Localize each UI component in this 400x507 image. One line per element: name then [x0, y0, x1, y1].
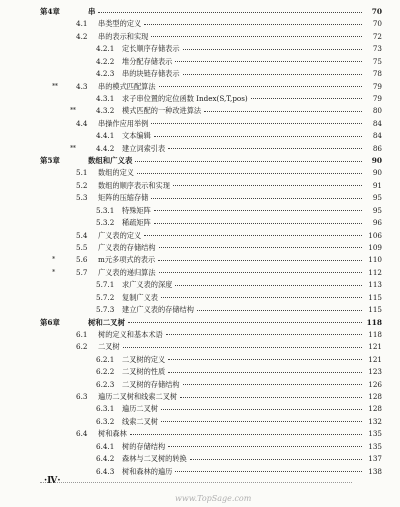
toc-number: 6.4.1: [96, 441, 115, 451]
toc-subsection: [0, 55, 400, 68]
toc-leader-dots: [175, 471, 362, 472]
toc-page-number: 121: [368, 354, 382, 364]
toc-page-number: 128: [368, 404, 382, 414]
toc-section: [0, 17, 400, 30]
toc-title: 矩阵的压缩存储: [98, 193, 149, 203]
toc-subsection: [0, 278, 400, 291]
toc-number: 5.1: [76, 168, 88, 178]
toc-number: 5.7.2: [96, 292, 115, 302]
toc-leader-dots: [161, 421, 362, 422]
toc-leader-dots: [135, 161, 362, 162]
toc-title: 广义表的递归算法: [98, 267, 156, 277]
toc-page-number: 128: [368, 392, 382, 402]
toc-subsection: [0, 365, 400, 378]
toc-page-number: 115: [368, 292, 382, 302]
toc-page-number: 70: [372, 19, 382, 29]
toc-number: 4.2: [76, 31, 88, 41]
toc-title: 稀疏矩阵: [122, 218, 151, 228]
toc-leader-dots: [180, 397, 362, 398]
toc-page-number: 135: [368, 429, 382, 439]
toc-subsection: [0, 92, 400, 105]
toc-page-number: 96: [372, 218, 382, 228]
toc-leader-dots: [183, 49, 362, 50]
page-number-roman: ·Ⅳ·: [44, 476, 61, 486]
toc-subsection: [0, 378, 400, 391]
toc-leader-dots: [175, 61, 362, 62]
toc-leader-dots: [175, 285, 362, 286]
toc-subsection: [0, 440, 400, 453]
toc-leader-dots: [168, 148, 362, 149]
toc-number: 5.3.1: [96, 205, 115, 215]
toc-leader-dots: [128, 322, 362, 323]
toc-leader-dots: [137, 173, 362, 174]
toc-leader-dots: [168, 446, 362, 447]
toc-title: 建立广义表的存储结构: [122, 305, 194, 315]
toc-subsection: [0, 42, 400, 55]
toc-title: 堆分配存储表示: [122, 56, 173, 66]
toc-title: 广义表的定义: [98, 230, 142, 240]
toc-subsection: [0, 303, 400, 316]
toc-title: 树的存储结构: [122, 441, 166, 451]
toc-star-marker: *: [52, 267, 55, 276]
toc-subsection: [0, 204, 400, 217]
toc-number: 5.5: [76, 242, 88, 252]
toc-page-number: 72: [372, 31, 382, 41]
toc-title: 串的模式匹配算法: [98, 81, 156, 91]
toc-title: 文本编辑: [122, 131, 151, 141]
toc-number: 4.2.1: [96, 44, 115, 54]
toc-number: 4.1: [76, 19, 88, 29]
toc-page-number: 138: [368, 466, 382, 476]
toc-page-number: 70: [371, 7, 382, 16]
toc-title: 串: [88, 7, 96, 16]
toc-page-number: 91: [372, 180, 382, 190]
toc-title: 求子串位置的定位函数 Index(S,T,pos): [122, 93, 248, 103]
toc-section: [0, 80, 400, 93]
toc-title: 定长顺序存储表示: [122, 44, 180, 54]
toc-number: 5.2: [76, 180, 88, 190]
toc-subsection: [0, 353, 400, 366]
toc-section: [0, 340, 400, 353]
toc-leader-dots: [123, 347, 362, 348]
toc-number: 第6章: [40, 317, 60, 327]
toc-star-marker: *: [52, 255, 55, 264]
toc-chapter: [0, 154, 400, 167]
toc-number: 5.3.2: [96, 218, 115, 228]
toc-title: 模式匹配的一种改进算法: [122, 106, 202, 116]
toc-subsection: [0, 291, 400, 304]
toc-title: 串操作应用举例: [98, 118, 149, 128]
toc-page-number: 123: [368, 367, 382, 377]
toc-page-number: 90: [371, 156, 382, 166]
toc-number: 第4章: [40, 7, 60, 16]
toc-star-marker: **: [70, 106, 76, 115]
toc-page-number: 79: [372, 81, 382, 91]
toc-page-number: 118: [366, 317, 382, 327]
toc-page-number: 80: [372, 106, 382, 116]
toc-page-number: 121: [368, 342, 382, 352]
toc-title: 串类型的定义: [98, 19, 142, 29]
toc-leader-dots: [183, 74, 362, 75]
toc-section: [0, 253, 400, 266]
toc-title: 建立词索引表: [122, 143, 166, 153]
toc-number: 5.7.1: [96, 280, 115, 290]
toc-number: 4.2.2: [96, 56, 115, 66]
toc-page-number: 137: [368, 454, 382, 464]
toc-page-number: 135: [368, 441, 382, 451]
toc-number: 4.4.2: [96, 143, 115, 153]
toc-title: 数组的顺序表示和实现: [98, 180, 170, 190]
toc-page-number: 109: [368, 242, 382, 252]
toc-number: 5.6: [76, 255, 88, 265]
toc-page-number: 95: [372, 193, 382, 203]
toc-page-number: 78: [372, 69, 382, 79]
toc-page-number: 79: [372, 93, 382, 103]
toc-subsection: [0, 216, 400, 229]
toc-leader-dots: [151, 123, 362, 124]
toc-number: 6.2.1: [96, 354, 115, 364]
toc-number: 4.3.2: [96, 106, 115, 116]
toc-page-number: 115: [368, 305, 382, 315]
toc-title: 树和二叉树: [88, 317, 125, 327]
toc-number: 4.2.3: [96, 69, 115, 79]
toc-section: [0, 390, 400, 403]
toc-number: 6.4.2: [96, 454, 115, 464]
toc-number: 6.3: [76, 392, 88, 402]
toc-title: 广义表的存储结构: [98, 242, 156, 252]
toc-title: 遍历二叉树: [122, 404, 158, 414]
toc-subsection: [0, 129, 400, 142]
toc-leader-dots: [154, 223, 362, 224]
toc-leader-dots: [166, 334, 362, 335]
toc-leader-dots: [161, 297, 362, 298]
toc-number: 5.3: [76, 193, 88, 203]
toc-title: 森林与二叉树的转换: [122, 454, 187, 464]
toc-title: 遍历二叉树和线索二叉树: [98, 392, 178, 402]
toc-leader-dots: [251, 98, 362, 99]
toc-leader-dots: [204, 111, 362, 112]
toc-section: [0, 191, 400, 204]
toc-leader-dots: [98, 12, 362, 13]
toc-number: 6.1: [76, 329, 88, 339]
toc-page-number: 95: [372, 205, 382, 215]
toc-leader-dots: [158, 260, 362, 261]
toc-title: 求广义表的深度: [122, 280, 173, 290]
toc-leader-dots: [151, 198, 362, 199]
toc-page-number: 132: [368, 416, 382, 426]
toc-title: 树和森林的遍历: [122, 466, 173, 476]
toc-leader-dots: [159, 247, 362, 248]
toc-title: 数组和广义表: [88, 156, 133, 166]
toc-number: 5.7.3: [96, 305, 115, 315]
toc-page-number: 86: [372, 143, 382, 153]
toc-leader-dots: [183, 384, 362, 385]
toc-number: 4.3.1: [96, 93, 115, 103]
toc-leader-dots: [159, 272, 362, 273]
toc-subsection: [0, 415, 400, 428]
toc-page-number: 75: [372, 56, 382, 66]
toc-star-marker: **: [70, 143, 76, 152]
toc-section: [0, 179, 400, 192]
toc-number: 6.3.2: [96, 416, 115, 426]
toc-title: 线索二叉树: [122, 416, 158, 426]
toc-leader-dots: [151, 36, 362, 37]
toc-subsection: [0, 67, 400, 80]
toc-leader-dots: [197, 310, 362, 311]
toc-title: 树和森林: [98, 429, 127, 439]
toc-section: [0, 30, 400, 43]
toc-leader-dots: [154, 136, 362, 137]
toc-number: 4.4: [76, 118, 88, 128]
toc-title: 二叉树的存储结构: [122, 379, 180, 389]
toc-section: [0, 328, 400, 341]
toc-number: 6.2.2: [96, 367, 115, 377]
toc-subsection: [0, 452, 400, 465]
toc-number: 4.4.1: [96, 131, 115, 141]
toc-number: 5.4: [76, 230, 88, 240]
toc-section: [0, 241, 400, 254]
toc-section: [0, 266, 400, 279]
toc-leader-dots: [159, 86, 362, 87]
toc-leader-dots: [168, 372, 362, 373]
toc-subsection: [0, 142, 400, 155]
toc-number: 6.2.3: [96, 379, 115, 389]
toc-number: 6.2: [76, 342, 88, 352]
toc-title: 复制广义表: [122, 292, 158, 302]
toc-page-number: 73: [372, 44, 382, 54]
toc-number: 6.4.3: [96, 466, 115, 476]
toc-number: 4.3: [76, 81, 88, 91]
toc-number: 6.4: [76, 429, 88, 439]
toc-number: 第5章: [40, 156, 60, 166]
toc-title: 二叉树的性质: [122, 367, 166, 377]
toc-page-number: 126: [368, 379, 382, 389]
toc-section: [0, 427, 400, 440]
toc-leader-dots: [130, 434, 362, 435]
toc-leader-dots: [173, 185, 362, 186]
toc-page-number: 106: [368, 230, 382, 240]
toc-section: [0, 117, 400, 130]
toc-page-number: 84: [372, 131, 382, 141]
toc-leader-dots: [161, 409, 362, 410]
toc-chapter: [0, 5, 400, 18]
toc-subsection: [0, 402, 400, 415]
toc-page-number: 84: [372, 118, 382, 128]
toc-title: m元多项式的表示: [98, 255, 156, 265]
toc-leader-dots: [168, 359, 362, 360]
toc-title: 串的块链存储表示: [122, 69, 180, 79]
toc-page-number: 110: [368, 255, 382, 265]
toc-title: 二叉树的定义: [122, 354, 166, 364]
toc-page-number: 113: [368, 280, 382, 290]
toc-leader-dots: [144, 24, 362, 25]
toc-title: 数组的定义: [98, 168, 134, 178]
toc-page-number: 112: [368, 267, 382, 277]
toc-page-number: 90: [372, 168, 382, 178]
footer-divider: [40, 482, 352, 483]
toc-title: 二叉树: [98, 342, 120, 352]
toc-star-marker: **: [52, 81, 58, 90]
toc-page-number: 118: [368, 329, 382, 339]
toc-leader-dots: [154, 210, 362, 211]
toc-leader-dots: [144, 235, 362, 236]
toc-section: [0, 166, 400, 179]
toc-section: [0, 229, 400, 242]
toc-subsection: [0, 104, 400, 117]
watermark: www.TopSage.com: [175, 494, 252, 503]
toc-title: 树的定义和基本术语: [98, 329, 163, 339]
toc-title: 特殊矩阵: [122, 205, 151, 215]
toc-title: 串的表示和实现: [98, 31, 149, 41]
toc-number: 6.3.1: [96, 404, 115, 414]
toc-chapter: [0, 316, 400, 329]
toc-number: 5.7: [76, 267, 88, 277]
toc-leader-dots: [190, 459, 362, 460]
